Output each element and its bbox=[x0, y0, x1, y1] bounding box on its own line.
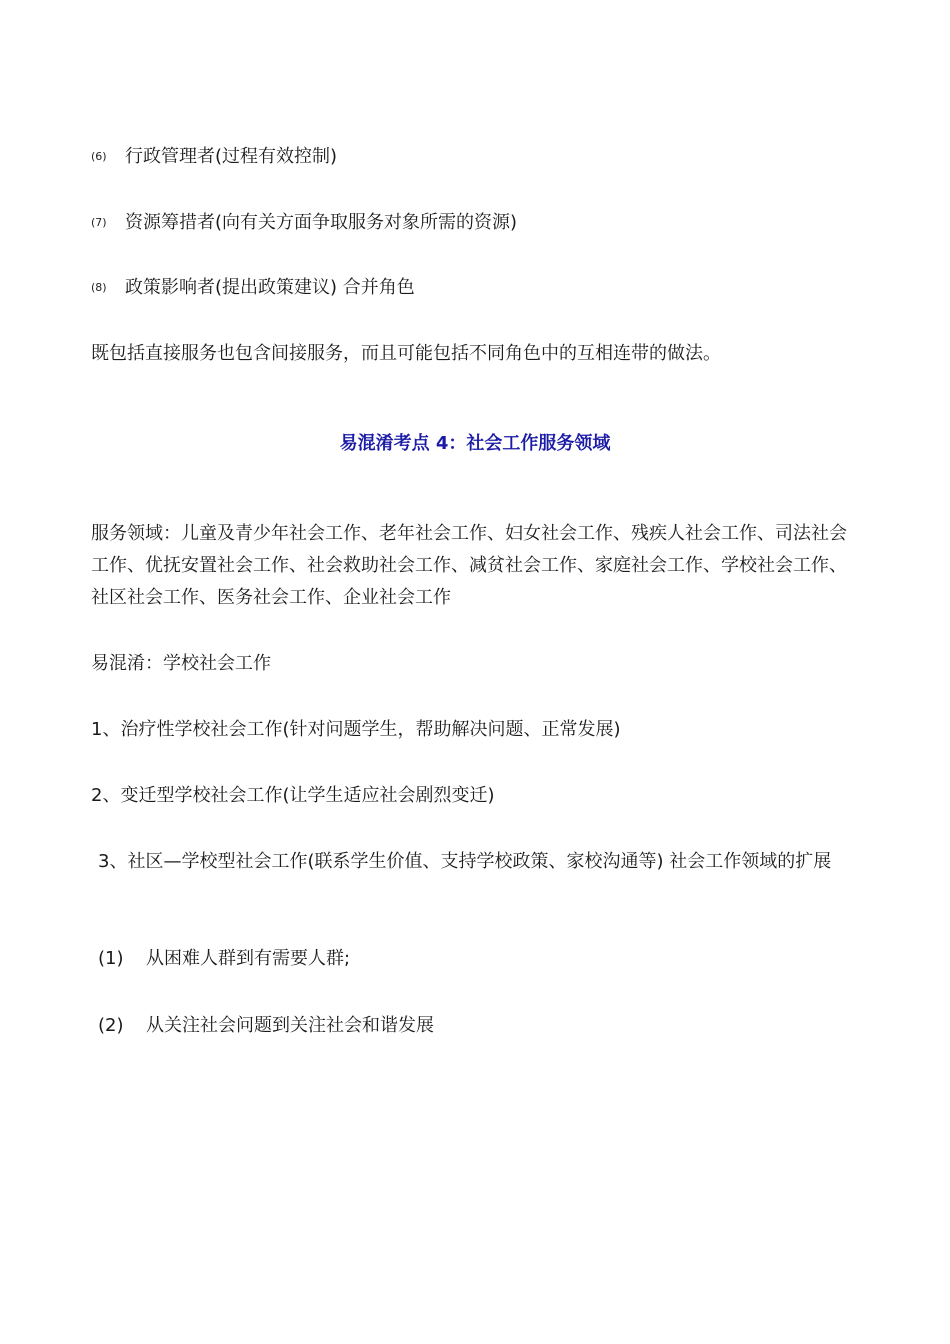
expansion-item-1 bbox=[98, 943, 350, 975]
school-type-2: 2、变迁型学校社会工作(让学生适应社会剧烈变迁) bbox=[91, 785, 495, 806]
section-heading: 易混淆考点 4：社会工作服务领域 bbox=[339, 433, 611, 454]
expansion-text: 从困难人群到有需要人群; bbox=[146, 948, 351, 969]
role-text: 资源筹措者(向有关方面争取服务对象所需的资源) bbox=[125, 212, 518, 233]
expansion-number: (1) bbox=[98, 948, 124, 969]
role-number: (8) bbox=[91, 281, 107, 294]
summary-paragraph: 既包括直接服务也包含间接服务，而且可能包括不同角色中的互相连带的做法。 bbox=[91, 343, 721, 364]
expansion-number: (2) bbox=[98, 1015, 124, 1036]
role-number: (7) bbox=[91, 216, 107, 229]
school-type-1: 1、治疗性学校社会工作(针对问题学生，帮助解决问题、正常发展) bbox=[91, 719, 621, 740]
role-item-6 bbox=[91, 141, 337, 173]
role-item-7 bbox=[91, 207, 517, 239]
role-item-8 bbox=[91, 272, 415, 304]
expansion-text: 从关注社会问题到关注社会和谐发展 bbox=[146, 1015, 434, 1036]
school-type-3: 3、社区—学校型社会工作(联系学生价值、支持学校政策、家校沟通等) 社会工作领域的扩展 bbox=[98, 851, 832, 872]
confusable-label: 易混淆：学校社会工作 bbox=[91, 653, 271, 674]
role-text: 政策影响者(提出政策建议) 合并角色 bbox=[125, 277, 415, 298]
service-fields-paragraph: 服务领域：儿童及青少年社会工作、老年社会工作、妇女社会工作、残疾人社会工作、司法社会工作、优抚安置社会工作、社会救助社会工作、减贫社会工作、家庭社会工作、学校社会工作、社区社会工作、医务社会工作、企业社会工作 bbox=[91, 523, 847, 608]
role-text: 行政管理者(过程有效控制) bbox=[125, 146, 338, 167]
expansion-item-2 bbox=[98, 1010, 434, 1042]
role-number: (6) bbox=[91, 150, 107, 163]
